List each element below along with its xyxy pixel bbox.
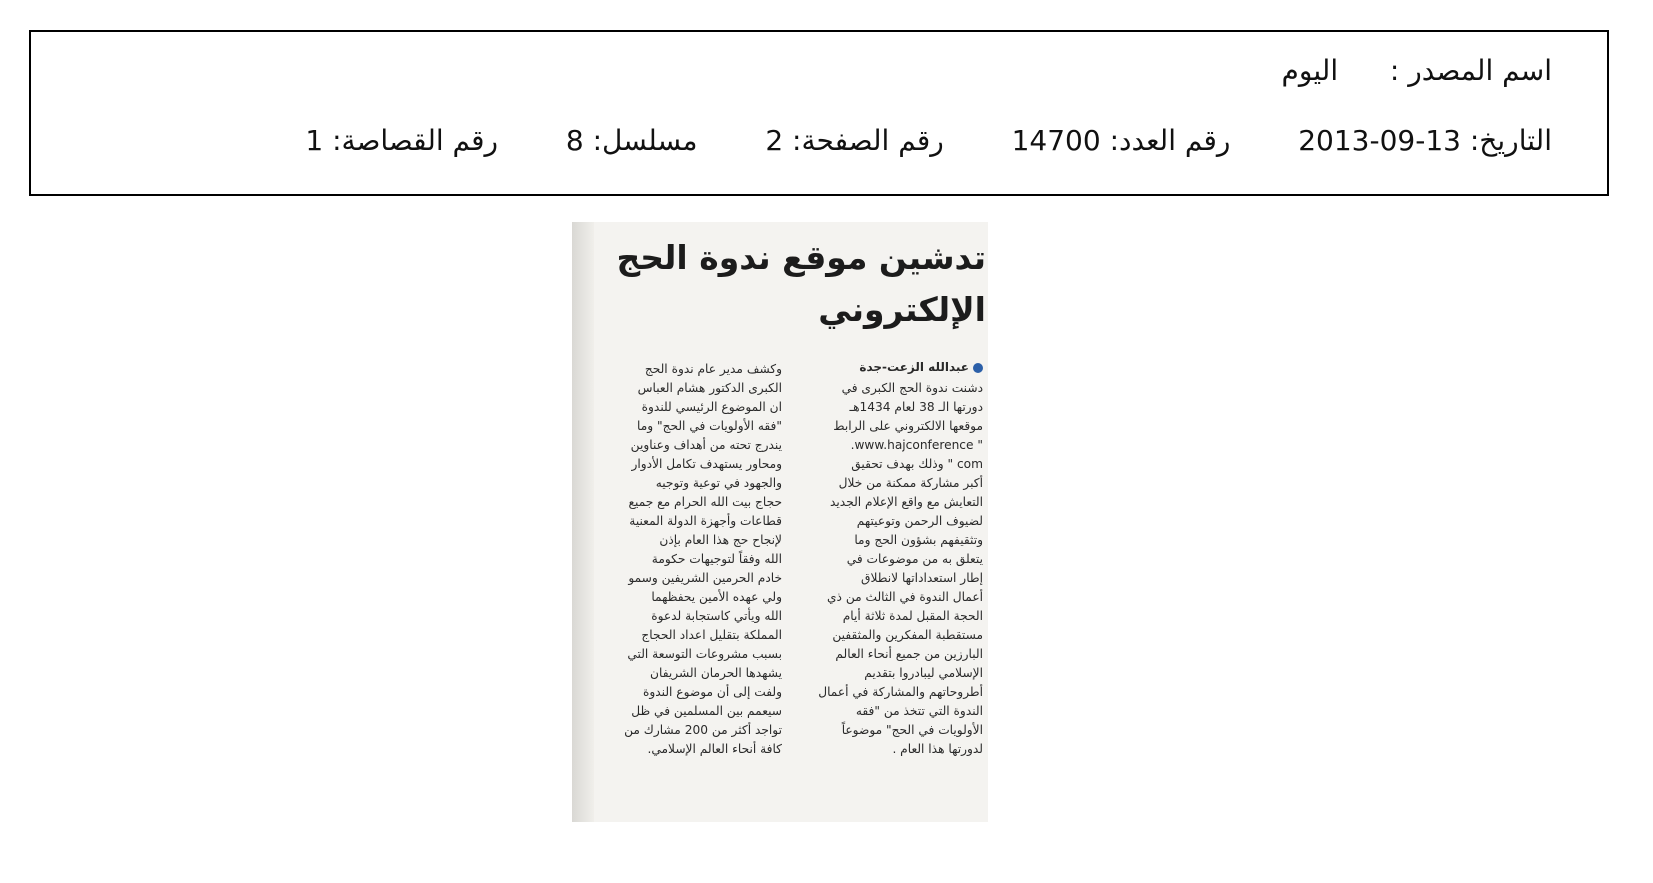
article-text-line: " www.hajconference. xyxy=(850,438,983,452)
clip-label: رقم القصاصة: xyxy=(332,124,499,157)
article-text-line: قطاعات وأجهزة الدولة المعنية xyxy=(629,514,782,528)
article-text-line: ومحاور يستهدف تكامل الأدوار xyxy=(631,457,782,471)
page-label: رقم الصفحة: xyxy=(792,124,944,157)
article-text-line: وتثقيفهم بشؤون الحج وما xyxy=(854,533,983,547)
source-label: اسم المصدر : xyxy=(1389,54,1552,87)
article-text-line: بسبب مشروعات التوسعة التي xyxy=(627,647,782,661)
article-text-line: إطار استعداداتها لانطلاق xyxy=(861,571,983,585)
article-text-line: التعايش مع واقع الإعلام الجديد xyxy=(830,495,983,509)
article-text-line: الكبرى الدكتور هشام العباس xyxy=(637,381,782,395)
newspaper-clipping xyxy=(572,222,988,822)
article-text-line: الحجة المقبل لمدة ثلاثة أيام xyxy=(842,609,983,623)
article-text-line: سيعمم بين المسلمين في ظل xyxy=(631,704,782,718)
column-right-text xyxy=(798,379,983,759)
article-text-line: يشهدها الحرمان الشريفان xyxy=(650,666,782,680)
column-left-text xyxy=(597,360,782,759)
issue-label: رقم العدد: xyxy=(1109,124,1231,157)
article-headline xyxy=(586,232,986,336)
article-text-line: الأولويات في الحج" موضوعاً xyxy=(841,723,983,737)
article-text-line: com " وذلك بهدف تحقيق xyxy=(851,457,983,471)
clip-value: 1 xyxy=(305,124,324,157)
headline-line-2: الإلكتروني xyxy=(818,290,986,329)
serial-label: مسلسل: xyxy=(592,124,698,157)
date-value: 2013-09-13 xyxy=(1298,124,1461,157)
article-text-line: تواجد أكثر من 200 مشارك من xyxy=(624,723,782,737)
article-text-line: البارزين من جميع أنحاء العالم xyxy=(835,647,983,661)
article-text-line: يتعلق به من موضوعات في xyxy=(846,552,983,566)
article-text-line: الندوة التي تتخذ من "فقه xyxy=(855,704,983,718)
article-text-line: وكشف مدير عام ندوة الحج xyxy=(644,362,782,376)
article-text-line: كافة أنحاء العالم الإسلامي. xyxy=(647,742,782,756)
article-text-line: يندرج تحته من أهداف وعناوين xyxy=(630,438,782,452)
article-column-right xyxy=(798,358,983,759)
article-text-line: لدورتها هذا العام . xyxy=(892,742,983,756)
issue-value: 14700 xyxy=(1011,124,1101,157)
article-text-line: ولي عهده الأمين يحفظهما xyxy=(651,590,782,604)
article-text-line: ولفت إلى أن موضوع الندوة xyxy=(642,685,782,699)
byline xyxy=(798,358,983,377)
article-text-line: خادم الحرمين الشريفين وسمو xyxy=(628,571,782,585)
article-text-line: دشنت ندوة الحج الكبرى في xyxy=(841,381,983,395)
headline-line-1: تدشين موقع ندوة الحج xyxy=(616,238,986,277)
serial-value: 8 xyxy=(565,124,584,157)
article-text-line: دورتها الـ 38 لعام 1434هـ xyxy=(849,400,983,414)
article-column-left xyxy=(597,360,782,759)
article-text-line: لإنجاح حج هذا العام بإذن xyxy=(659,533,782,547)
bullet-dot-icon xyxy=(973,363,983,373)
article-text-line: والجهود في توعية وتوجيه xyxy=(655,476,782,490)
date-label: التاريخ: xyxy=(1469,124,1552,157)
article-text-line: الله ويأتي كاستجابة لدعوة xyxy=(651,609,782,623)
meta-row xyxy=(305,124,1552,158)
source-row xyxy=(1282,54,1552,88)
article-text-line: الإسلامي ليبادروا بتقديم xyxy=(864,666,983,680)
article-text-line: لضيوف الرحمن وتوعيتهم xyxy=(856,514,983,528)
article-text-line: أعمال الندوة في الثالث من ذي xyxy=(826,590,983,604)
source-value: اليوم xyxy=(1281,54,1339,87)
clipping-info-box xyxy=(29,30,1609,196)
article-text-line: موقعها الالكتروني على الرابط xyxy=(833,419,983,433)
article-text-line: حجاج بيت الله الحرام مع جميع xyxy=(628,495,782,509)
article-text-line: أطروحاتهم والمشاركة في أعمال xyxy=(818,685,983,699)
article-text-line: أكبر مشاركة ممكنة من خلال xyxy=(838,476,983,490)
page-value: 2 xyxy=(765,124,784,157)
article-text-line: "فقه الأولويات في الحج" وما xyxy=(637,419,782,433)
article-text-line: الله وفقاً لتوجيهات حكومة xyxy=(651,552,782,566)
article-text-line: مستقطبة المفكرين والمثقفين xyxy=(832,628,983,642)
article-text-line: ان الموضوع الرئيسي للندوة xyxy=(641,400,782,414)
article-text-line: المملكة بتقليل اعداد الحجاج xyxy=(641,628,782,642)
byline-text: عبدالله الزعت-جدة xyxy=(859,360,969,374)
